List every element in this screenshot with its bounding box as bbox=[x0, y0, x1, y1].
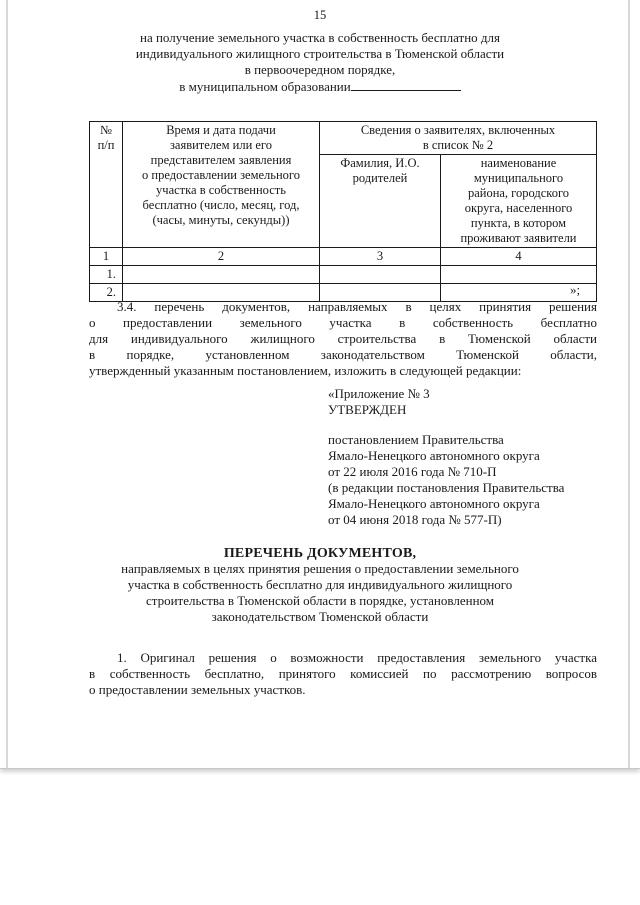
document-title: ПЕРЕЧЕНЬ ДОКУМЕНТОВ, bbox=[223, 546, 417, 561]
paragraph-line: в порядке, установленном законодательством Тюменской области, bbox=[89, 347, 597, 362]
header-text: участка в собственность bbox=[156, 183, 286, 197]
header-text: района, городского bbox=[467, 186, 570, 200]
column-number: 3 bbox=[320, 248, 441, 266]
table-header-row bbox=[90, 122, 597, 155]
header-text: муниципального bbox=[473, 171, 564, 185]
header-text: пункта, в котором bbox=[470, 216, 567, 230]
subtitle-line: направляемых в целях принятия решения о предоставлении земельного bbox=[121, 561, 519, 576]
header-cell-applicants-info bbox=[320, 122, 597, 155]
paragraph-line: утвержденный указанным постановлением, изложить в следующей редакции: bbox=[89, 363, 522, 378]
document-subtitle bbox=[90, 561, 550, 625]
column-number: 2 bbox=[123, 248, 320, 266]
column-number: 1 bbox=[90, 248, 123, 266]
subtitle-line: законодательством Тюменской области bbox=[211, 609, 429, 624]
scan-edge-right bbox=[628, 0, 630, 768]
form-header bbox=[90, 30, 550, 95]
appendix-label: «Приложение № 3 bbox=[328, 386, 430, 401]
approval-line: Ямало-Ненецкого автономного округа bbox=[328, 448, 540, 463]
header-text: заявителем или его bbox=[169, 138, 272, 152]
header-text: (часы, минуты, секунды)) bbox=[152, 213, 290, 227]
header-text: п/п bbox=[97, 138, 115, 152]
header-text: проживают заявители bbox=[460, 231, 577, 245]
subtitle-line: участка в собственность бесплатно для индивидуального жилищного bbox=[127, 577, 513, 592]
table-cell-empty bbox=[441, 266, 597, 284]
header-text: бесплатно (число, месяц, год, bbox=[142, 198, 300, 212]
header-text: Фамилия, И.О. bbox=[340, 156, 420, 170]
municipality-blank-field bbox=[351, 78, 461, 91]
header-cell-number bbox=[90, 122, 123, 248]
header-text: наименование bbox=[480, 156, 557, 170]
approved-label: УТВЕРЖДЕН bbox=[328, 402, 407, 417]
approval-line: Ямало-Ненецкого автономного округа bbox=[328, 496, 540, 511]
approval-line: постановлением Правительства bbox=[328, 432, 504, 447]
approval-line: от 04 июня 2018 года № 577-П) bbox=[328, 512, 502, 527]
subtitle-line: строительства в Тюменской области в порядке, установленном bbox=[145, 593, 495, 608]
table-row bbox=[90, 266, 597, 284]
header-municipality-label: в муниципальном образовании bbox=[179, 79, 351, 94]
header-text: в список № 2 bbox=[422, 138, 494, 152]
approval-stamp-block bbox=[328, 386, 564, 528]
header-text: Сведения о заявителях, включенных bbox=[360, 123, 556, 137]
page-number: 15 bbox=[313, 8, 327, 22]
table-cell-empty bbox=[123, 266, 320, 284]
row-number: 1. bbox=[90, 266, 123, 284]
header-text: Время и дата подачи bbox=[166, 123, 276, 137]
paragraph-line: для индивидуального жилищного строительства в Тюменской области bbox=[89, 331, 597, 346]
paragraph-line: 3.4. перечень документов, направляемых в целях принятия решения bbox=[117, 299, 597, 314]
header-text: родителей bbox=[352, 171, 408, 185]
paragraph-line: о предоставлении земельных участков. bbox=[89, 682, 306, 697]
column-number: 4 bbox=[441, 248, 597, 266]
applicants-register-table bbox=[89, 121, 597, 302]
paragraph-line: в собственность бесплатно, принятого комиссией по рассмотрению вопросов bbox=[89, 666, 597, 681]
header-cell-locality bbox=[441, 155, 597, 248]
header-line-municipality bbox=[90, 78, 550, 95]
approval-line: (в редакции постановления Правительства bbox=[328, 480, 565, 495]
closing-quote: »; bbox=[570, 282, 581, 297]
row-number: 2. bbox=[90, 284, 123, 302]
table-cell-empty bbox=[320, 266, 441, 284]
table-numbering-row bbox=[90, 248, 597, 266]
paragraph-3-4 bbox=[89, 299, 597, 379]
list-item-1 bbox=[89, 650, 597, 698]
paragraph-line: 1. Оригинал решения о возможности предоставления земельного участка bbox=[117, 650, 597, 665]
scan-edge-left bbox=[6, 0, 8, 768]
header-text: № bbox=[100, 123, 112, 137]
approval-line: от 22 июля 2016 года № 710-П bbox=[328, 464, 497, 479]
header-line: в первоочередном порядке, bbox=[244, 62, 396, 77]
header-text: представителем заявления bbox=[150, 153, 292, 167]
header-text: о предоставлении земельного bbox=[142, 168, 300, 182]
header-line: индивидуального жилищного строительства в Тюменской области bbox=[135, 46, 505, 61]
header-cell-parents-name bbox=[320, 155, 441, 248]
header-cell-submission-time bbox=[123, 122, 320, 248]
paragraph-line: о предоставлении земельного участка в собственность бесплатно bbox=[89, 315, 597, 330]
header-text: округа, населенного bbox=[464, 201, 573, 215]
header-line: на получение земельного участка в собственность бесплатно для bbox=[139, 30, 500, 45]
